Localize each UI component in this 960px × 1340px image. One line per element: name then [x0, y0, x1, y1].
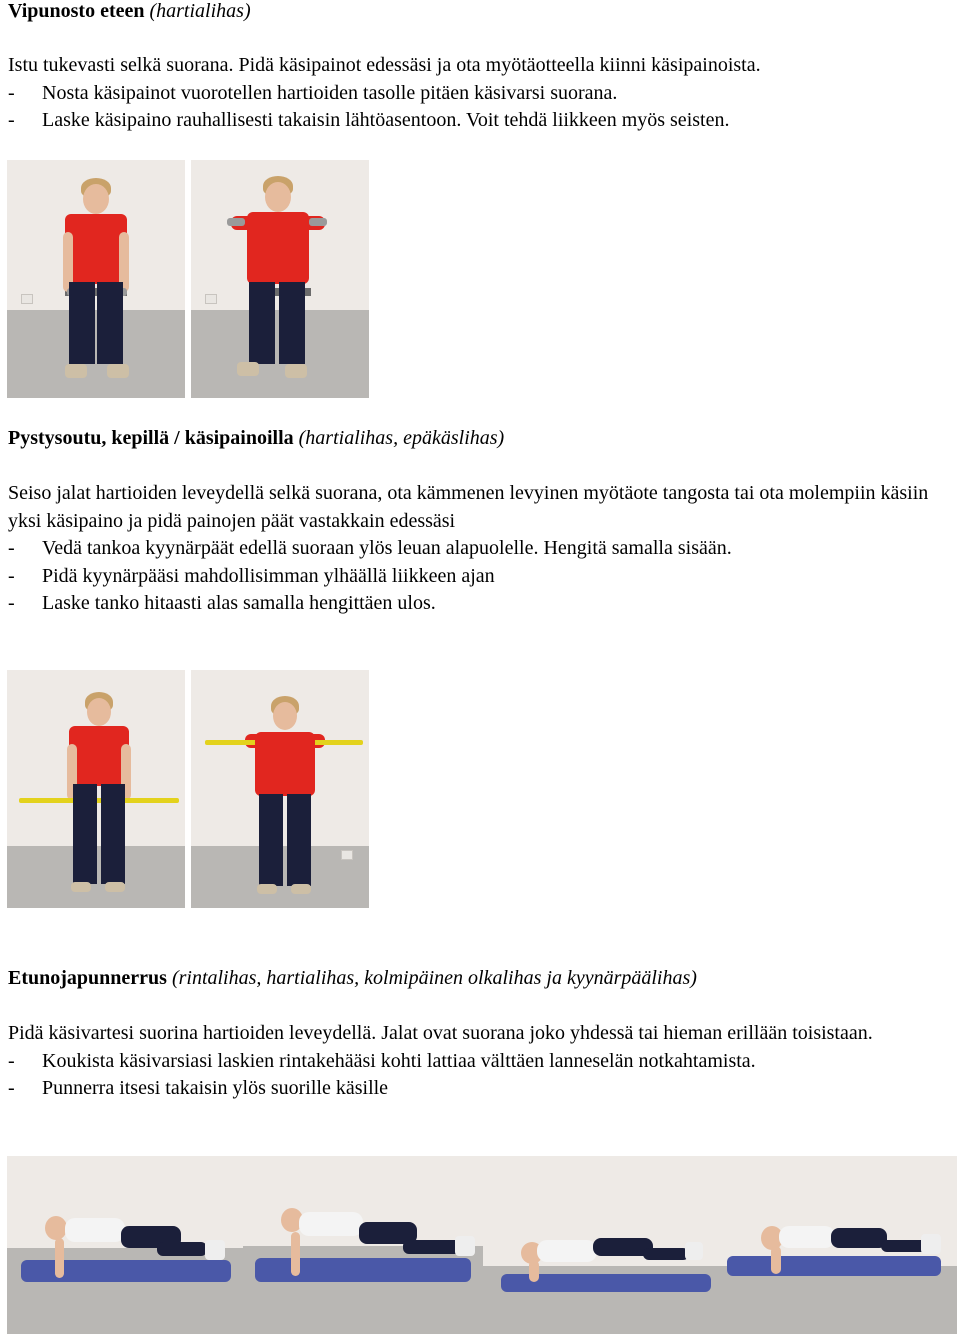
instruction-step [8, 1048, 952, 1076]
photo-row-upright-row [7, 670, 369, 908]
list-marker: - [8, 109, 15, 131]
step-text: Laske käsipaino rauhallisesti takaisin lähtöasentoon. Voit tehdä liikkeen myös seisten. [42, 109, 730, 131]
section-heading [8, 0, 952, 22]
section-push-up [8, 966, 952, 1103]
photo-pushup-knees-down [243, 1156, 483, 1334]
photo-pushup-full-up [483, 1156, 721, 1334]
step-text: Punnerra itsesi takaisin ylös suorille käsille [42, 1077, 389, 1099]
instructions-intro: Istu tukevasti selkä suorana. Pidä käsipainot edessäsi ja ota myötäotteella kiinni käsipainoista. [8, 54, 761, 76]
exercise-title: Pystysoutu, kepillä / käsipainoilla [8, 427, 294, 449]
section-front-raise [8, 0, 952, 135]
muscle-group: (hartialihas) [149, 0, 251, 22]
photo-pushup-knees-up [7, 1156, 243, 1334]
section-heading [8, 966, 952, 990]
list-marker: - [8, 537, 15, 559]
photo-seated-start [7, 160, 185, 398]
photo-seated-raised [191, 160, 369, 398]
list-marker: - [8, 564, 15, 587]
photo-standing-start [7, 670, 185, 908]
exercise-title: Etunojapunnerrus [8, 967, 167, 989]
photo-standing-raised [191, 670, 369, 908]
list-marker: - [8, 1077, 15, 1099]
step-text: Nosta käsipainot vuorotellen hartioiden tasolle pitäen käsivarsi suorana. [42, 81, 618, 104]
exercise-title: Vipunosto eteen [8, 0, 145, 22]
step-text: Koukista käsivarsiasi laskien rintakehääsi kohti lattiaa välttäen lanneselän notkahtamista. [42, 1049, 756, 1072]
step-text: Vedä tankoa kyynärpäät edellä suoraan ylös leuan alapuolelle. Hengitä samalla sisään. [42, 537, 732, 559]
photo-pushup-full-down [721, 1156, 957, 1334]
instructions-intro: Seiso jalat hartioiden leveydellä selkä suorana, ota kämmenen levyinen myötäote tangosta tai ota molempiin käsiin yksi käsipaino ja pidä painojen päät vastakkain edessäsi [8, 482, 929, 532]
instruction-step [8, 80, 952, 108]
muscle-group: (rintalihas, hartialihas, kolmipäinen olkalihas ja kyynärpäälihas) [171, 967, 697, 989]
section-heading [8, 426, 952, 450]
instruction-step [8, 590, 952, 618]
instruction-step [8, 535, 952, 563]
list-marker: - [8, 592, 15, 614]
list-marker: - [8, 1049, 15, 1072]
step-text: Laske tanko hitaasti alas samalla hengittäen ulos. [42, 592, 436, 614]
section-upright-row [8, 426, 952, 618]
photo-row-push-up [7, 1156, 957, 1334]
instruction-step [8, 1075, 952, 1103]
instruction-step [8, 563, 952, 591]
muscle-group: (hartialihas, epäkäslihas) [298, 427, 505, 449]
list-marker: - [8, 81, 15, 104]
photo-row-front-raise [7, 160, 369, 398]
instructions-intro: Pidä käsivartesi suorina hartioiden leveydellä. Jalat ovat suorana joko yhdessä tai hieman erillään toisistaan. [8, 1022, 873, 1044]
step-text: Pidä kyynärpääsi mahdollisimman ylhäällä liikkeen ajan [42, 564, 495, 587]
instruction-step [8, 107, 952, 135]
